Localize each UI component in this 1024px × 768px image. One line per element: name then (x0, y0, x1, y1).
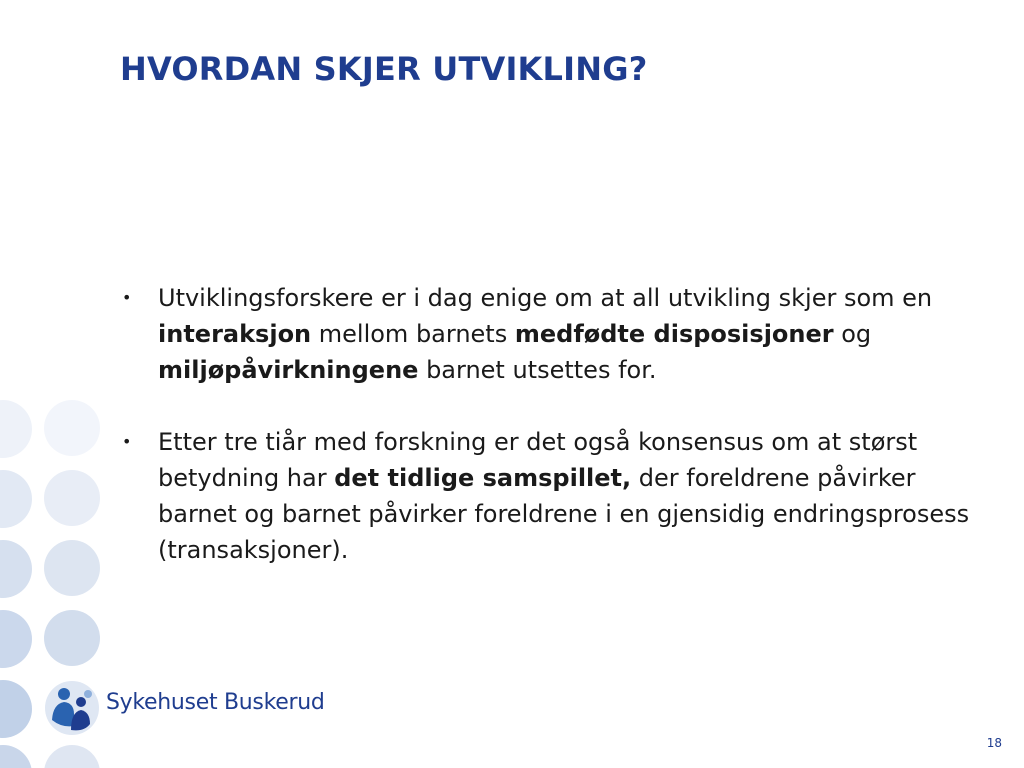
bullet-segment: Etter tre tiår med forskning er det også konsensus om at størst betydning har (158, 428, 918, 492)
decor-dot (0, 745, 32, 768)
bullet-text (158, 284, 932, 384)
page-number: 18 (986, 736, 1002, 750)
bullet-item (120, 424, 970, 568)
decor-dot (0, 400, 32, 458)
decor-dot (44, 540, 100, 596)
decor-dot (0, 680, 32, 738)
bullet-item (120, 280, 970, 388)
bullet-segment-bold: interaksjon (158, 320, 312, 348)
bullet-marker: • (122, 288, 132, 307)
decor-dot (44, 745, 100, 768)
decor-dot (44, 400, 100, 456)
bullet-list (120, 280, 970, 604)
decor-dot (0, 610, 32, 668)
bullet-segment: og (833, 320, 872, 348)
bullet-segment-bold: det tidlige samspillet, (334, 464, 632, 492)
decor-dot (44, 470, 100, 526)
bullet-segment: barnet utsettes for. (418, 356, 657, 384)
bullet-segment-bold: medfødte disposisjoner (514, 320, 834, 348)
decor-dot (0, 540, 32, 598)
bullet-segment: der foreldrene påvirker barnet og barnet påvirker foreldrene i en gjensidig endringsprosess (transaksjoner). (158, 464, 970, 564)
logo-text: Sykehuset Buskerud (106, 690, 325, 715)
bullet-segment-bold: miljøpåvirkningene (158, 356, 419, 384)
bullet-segment: Utviklingsforskere er i dag enige om at all utvikling skjer som en (158, 284, 933, 312)
bullet-text (158, 428, 969, 564)
family-figures-logo-icon (44, 680, 100, 736)
decor-dot (0, 470, 32, 528)
bullet-marker: • (122, 432, 132, 451)
organization-logo (44, 680, 334, 736)
decor-dot (44, 610, 100, 666)
bullet-segment: mellom barnets (311, 320, 515, 348)
slide-title: HVORDAN SKJER UTVIKLING? (120, 50, 648, 88)
